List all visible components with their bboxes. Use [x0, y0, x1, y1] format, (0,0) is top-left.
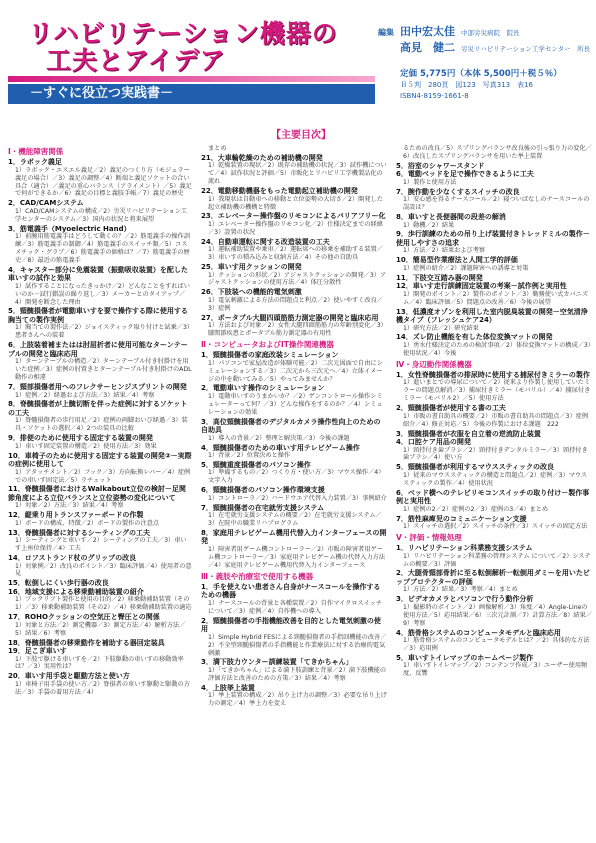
toc-subitems: 1）車いす固定装置の構造／2）使用方法／3）効果 — [15, 442, 157, 450]
toc-subitems: 1）スイッチの選択／2）スイッチの条件／3）スイッチの固定方法 — [403, 523, 588, 531]
toc-chapter: 22．電動移動機器をもった電動起立補助機の開発 — [201, 187, 358, 196]
toc-columns — [8, 145, 592, 841]
toc-chapter: 25．車いす用クッションの開発 — [201, 263, 302, 272]
toc-subitems: 1）エレベーター操作盤のリモコン化／2）仕様決定までの経緯／3）設置の状況 — [208, 220, 383, 236]
toc-subitems: 1）方法／2）結果／3）考察／4）まとめ — [403, 586, 518, 594]
toc-subitems: 1）コントローラ／2）ハードウエア代替入力装置／3）事例紹介 — [208, 494, 387, 502]
toc-chapter: 2．頸髄損傷者の手指機能改善を目的とした電気刺激の使用 — [201, 616, 381, 634]
toc-subitems: 1）頸持付き歯ブラシ／2）頸持付きデンタルミラー／3）頸持付き歯ブラシ／4）使い方 — [403, 446, 588, 462]
toc-column-2 — [201, 145, 387, 709]
toc-subitems: 1）「てきかちゃん」による満下肢訓練と背景／2）満下肢機能の評価方法と改善のための方策／3）結果／4）考察 — [208, 666, 387, 682]
toc-subitems: まとめ — [208, 145, 227, 152]
toc-chapter: 3．筋電義手（Myoelectric Hand） — [8, 224, 131, 233]
toc-chapter: 2．CAD/CAMシステム — [8, 199, 84, 208]
toc-subitems: 1）ラボック・エスエル義足／2）義足のつくり方（モジュラー義足の場合）／3）義足の調整／4）断端と義足ソケットの合い具合（適合）／義足の重心バランス（アライメント）／5）義足で何ができるか／6）義足の目標と義肢手帳／7）義足の歴史 — [15, 166, 192, 198]
toc-chapter: 5．頸髄損傷者が利用するマウススティックの改良 — [396, 463, 554, 472]
toc-subitems: 1）準備するもの／2）つくり方・使い方／3）マウス操作／4）文字入力 — [208, 469, 385, 485]
header — [0, 0, 596, 128]
toc-chapter: 16．地域支援による移乗動補助装置の紹介 — [8, 587, 144, 596]
toc-section-heading: Ⅰ・機能障害関係 — [8, 147, 64, 156]
toc-chapter: 23．エレベーター操作盤のリモコンによるバリアフリー化 — [201, 212, 386, 221]
toc-subitems: 1）開発のポイント／2）製作のポイント／3）勤務使い式カバニズム／4）臨床評価／5）問題点の改善／6）今後の展望 — [403, 290, 589, 306]
toc-chapter: 5．浴室のシャワースタンド — [396, 161, 485, 170]
toc-subitems: 1）撮影時のポイント／2）画像解析／3）角度／4）Angle-Lineの使用方法／5）応用結果／6）三次元計測／7）計算方法／8）結果／9）考察 — [403, 603, 592, 627]
toc-chapter: 17．ROHOクッションの空気圧と臀圧との関係 — [8, 613, 160, 622]
toc-subitems: るための改良／5）スプリングバランサ改良後の引っ張り力の変化／6）改良したスプリングバランサを用いた挙上装置 — [403, 145, 592, 160]
toc-subitems: 1）我現状は自動車への移動と立位姿勢の大切さ／2）開発した起立補助機の機構と特徴 — [208, 195, 383, 211]
editor-row-2 — [378, 42, 590, 55]
toc-section-heading: Ⅱ・コンピュータおよびIT操作関連機器 — [201, 340, 334, 349]
toc-subitems: 1）胸当ての製作法／2）ジョイスティック取り付けと試乗／3）患者さんへの装着 — [15, 324, 190, 340]
toc-section-heading: Ⅴ・評価・情報処理 — [396, 532, 462, 542]
toc-subitems: 1）従来のマウススティックの構造と問題点／2）症例／3）マウススティックの製作／4）使用状況 — [403, 471, 588, 487]
toc-chapter: 2．電動車いす操作のシミュレーション — [201, 384, 325, 393]
toc-subitems: 1）リハビリテーション科業務の管理システム について／2）システムの概要／3）評価 — [403, 552, 591, 568]
toc-chapter: 7．筋性麻痺児のコミュニケーション支援 — [396, 514, 527, 523]
toc-chapter: 8．脊髄損傷者が上髄切断を伴った症例に対するソケットの工夫 — [8, 400, 188, 417]
toc-chapter: 5．車いすトイレマップのホームページ製作 — [396, 653, 534, 662]
toc-subitems: 1）運転補助装置や乗車／2）運転席への移乗を補助する装置／3）車いすの積み込みと収納方法／4）その他の自助具 — [208, 246, 383, 262]
toc-subitems: 1）筋骨格システムのコンピュータモデルとは？／2）具体的な方法／3）応用例 — [403, 637, 590, 652]
toc-subitems: 1）クッションの形状／2）アジャストクッションの開発／3）アジャストクッションの使用方法／4）体圧分散性 — [208, 271, 387, 287]
toc-subitems: 1）乾燥装置の現状／2）既存の補助機の状況／3）試作機について／4）試作状況と評価／5）市販化とリハビリ工学機製品化の流れ — [208, 162, 387, 186]
toc-subitems: 1）挙上装置の構成／2）吊り上げ力の調整／3）必要な吊り上げ力の測定／4）挙上力を変え — [208, 692, 387, 708]
toc-subitems: 1）対象／2）方法／3）結果／4）考察 — [15, 502, 124, 510]
toc-chapter: 3．高位頸髄損傷者のデジタルカメラ操作性向上のための自助具 — [201, 417, 381, 435]
book-meta — [378, 26, 590, 102]
toc-heading: 【主要目次】 — [271, 130, 331, 141]
toc-chapter: 12．縦乗り用トランスファーボードの作製 — [8, 511, 144, 520]
toc-subitems: 1）方法／2）結果および考察 — [403, 247, 486, 255]
toc-chapter: 2．頸髄損傷者が使用する書の工夫 — [396, 404, 506, 413]
toc-chapter: 7．頸髄損傷者の在宅就労支援システム — [201, 503, 325, 512]
toc-section-heading: Ⅲ・義肢や治療室で使用する機器 — [201, 571, 314, 581]
toc-chapter: 6．ベッド横へのテレビリモコンスイッチの取り付け－製作事例と実用性 — [396, 488, 590, 506]
toc-subitems: 1）方法および対象／2）女性大腿四頭筋筋力の年齢別変化／3）膝関節疾患とポータブル筋力測定器の有用性 — [208, 322, 387, 338]
toc-chapter: 3．満下肢力ウンター訓練装置「てきかちゃん」 — [201, 658, 353, 667]
toc-column-3 — [396, 145, 592, 679]
toc-chapter: 4．頸髄損傷者のための車いす用テレビゲーム操作 — [201, 443, 360, 452]
toc-subitems: 1）製作と使用方法 — [403, 178, 457, 186]
toc-chapter: 9．排便のために使用する固定する装置の開発 — [8, 434, 153, 443]
toc-chapter: 4．口腔ケア用品の開発 — [396, 438, 471, 447]
editor-name: 田中宏太佳 — [400, 25, 455, 38]
toc-chapter: 13．脊髄損傷者に対するシーティングの工夫 — [8, 528, 151, 537]
toc-chapter: 19．足こぎ車いす — [8, 647, 67, 656]
title-line-2: 工夫とアイデア — [46, 46, 226, 75]
toc-subitems: 1）CAD/CAMシステムの構成／2）労災リハビリテーション工学センターのシステム／3）国内の状況と将来展望 — [15, 207, 188, 223]
toc-subitems: 1）ボードの構成、特徴／2）ボードの製作の注意点 — [15, 519, 159, 527]
toc-subitems: 1）Simple Hybrid FESによる頸髄損傷者の手指回機能の改善／2）不全型頸髄損傷者の手指機能と作業療法に対する治療的電気刺激 — [208, 633, 387, 657]
toc-chapter: 7．頸部損傷者用へのフレクサーヒンジスプリントの開発 — [8, 383, 187, 392]
toc-section-heading: Ⅳ・身辺動作関係機器 — [396, 359, 472, 369]
title-decoration — [8, 76, 375, 82]
toc-chapter: 6．上肢装着補またはは肘屈折者に使用可能なターンテーブルの開発と臨床応用 — [8, 341, 188, 358]
toc-chapter: 27．ポータブル大腿四頭筋筋力測定器の開発と臨床応用 — [201, 313, 379, 322]
toc-subitems: 1）ターンテーブルの構造／2）ターンテーブル付き肘掛けを用いた症例／3）症例の肘置きとターンテーブル付き肘掛けのADL動作の相違 — [15, 358, 192, 382]
toc-chapter: 18．脊髄損傷者の移乗動作を補助する器回定装具 — [8, 638, 165, 647]
toc-chapter: 10．簡易型作業療法と人間工学的評価 — [396, 256, 518, 265]
toc-chapter: 6．頸髄損傷者のパソコン操作環境支援 — [201, 486, 325, 495]
toc-subitems: 1）症例の紹介／2）課題障害への誘導と対策 — [403, 264, 529, 272]
toc-subitems: 1）市販の書自助具の概要／2）市販の書自助具の問題点／3）症例紹介／4）修正対応／5）今後の作製における課題 222 — [403, 412, 589, 428]
toc-chapter: 12．車いす走行訓練固定装置の考案－試作例と実用性 — [396, 282, 567, 291]
toc-subitems: 1）車いすトイレマップ／2）コンテンツ作成／3）ユーザー使用頻度、反響 — [403, 662, 588, 678]
toc-subitems: 1）背景／2）位置決めと操作 — [208, 452, 291, 460]
toc-chapter: 14．ロフストランド杖のグリップの改良 — [8, 554, 137, 563]
toc-chapter: 8．家庭用テレビゲーム機用代替入力インターフェースの開発 — [201, 528, 387, 546]
toc-chapter: 11．下肢交互踏み器の開発 — [396, 273, 483, 282]
toc-subitems: 1）導入の背景／2）整理と解決策／3）今後の課題 — [208, 434, 350, 442]
toc-subitems: 1）車椅子用手袋の使い方／2）脊損者の車いす駆動と駆動の方法／3）手袋の着用方法／4） — [15, 680, 190, 696]
toc-chapter: 21．大車輪乾燥のための補助機の開発 — [201, 153, 323, 162]
toc-chapter: 6．電動ベッドを足で操作できるように工夫 — [396, 170, 534, 179]
toc-subitems: 1）電動車いすのうまかいか？／2）ゲンコントロール操作シミュレーターって何？／3）どんな操作をするのか？／4）シミュレーションの効果 — [208, 392, 383, 416]
toc-chapter: 14．ズレ防止機能を有した体位変換マットの開発 — [396, 333, 553, 342]
toc-subitems: 1）脊髄損傷者の歩行用足／2）症例の両脚おいび経過／3）装具・ソケットの選択／4）2つの装具の比較 — [15, 417, 188, 433]
editor-label: 編集 — [378, 28, 394, 37]
toc-chapter: 15．転倒しにくい歩行器の改良 — [8, 579, 109, 588]
editor-row-1 — [378, 26, 590, 39]
toc-subitems: 1）勇水仕様決定のための検討事項／2）体位変換マットの構成／3）使用状況／4）今後 — [403, 341, 591, 357]
toc-chapter: 10．車椅子のために使用する固定する装置の開発②－実際の症例に使用して — [8, 451, 192, 469]
toc-chapter: 5．頸髄重度損傷者のパソコン操作 — [201, 460, 311, 469]
toc-chapter: 1．頸髄損傷者の家庭改装シミュレーション — [201, 351, 339, 360]
toc-subitems: 1）障害者用ゲーム機コントローラー／2）市販の障害者用ゲーム機コントローラー／3）家庭用テレビゲーム機の代替入力方法／4）家庭用テレビゲーム機用代替入力インターフェース — [208, 545, 386, 569]
toc-chapter: 4．キャスター部分に免震装置（振動吸収装置）を配した車いすの試作と効果 — [8, 265, 188, 283]
toc-chapter: 1．女性脊髄損傷者の排尿時に使用する捕尿付きミラーの製作 — [396, 370, 590, 379]
toc-chapter: 13．低濃度オゾンを利用した室内脱臭装置の開発－空気清浄機タイプ（フレッシュケア24） — [396, 307, 588, 325]
toc-subitems: 1）在宅就労支援システムの概要／2）在宅就労支援システム／3）在院中の職業リハプログラム — [208, 512, 382, 528]
toc-subitems: 1）電気刺激による方法の問題点と利点／2）使いやすく改良／3）症例 — [208, 296, 383, 312]
toc-chapter: 20．車いす用手袋と駆動方法と使い方 — [8, 672, 130, 681]
toc-subitems: 1）試作することになったきっかけ／2）どんなことをすればいいのか－試行錯誤の繰り返し／3）メーカーとのタイアップ／4）開発を断念した理由 — [15, 282, 190, 306]
toc-subitems: 1）アタッチメント／2）フック／3）方向転換レバー／4）症例での車いす固定法／5）ラチェット — [15, 468, 191, 484]
toc-chapter: 8．車いすと長便器間の段差の解消 — [396, 213, 506, 222]
toc-chapter: 7．腕作動を少なくするスイッチの改良 — [396, 187, 520, 196]
toc-chapter: 3．頸髄損傷者が衣服を自立着の逆流防止装置 — [396, 429, 541, 438]
isbn: ISBN4-8159-1661-8 — [400, 92, 469, 100]
toc-chapter: 26．下肢装への機能的電気刺激 — [201, 288, 302, 297]
toc-subitems: 1）ブックリフト製作と使用の目的／2）移乗動補助装置（その1）／3）移乗動補助装置（その2）／4）移乗動補助装置の適応 — [15, 596, 192, 612]
toc-subitems: 1）症例／2）経過および方法／3）結果／4）考察 — [15, 391, 155, 399]
toc-column-1 — [8, 145, 192, 698]
editor-affiliation: 労災リハビリテーション工学センター 所長 — [461, 45, 591, 53]
toc-subitems: 1）ナースコールの背景と各種装置／2）自作マイクロスイッチについて／3）症例／4）自作機への導入 — [208, 599, 383, 615]
toc-subitems: 1）対象と方法／2）測定機器／3）測定方法／4）解析方法／5）結果／6）考察 — [15, 621, 186, 637]
book-title — [28, 20, 373, 76]
toc-chapter: 9．歩行訓練のための吊り上げ装置付きトレッドミルの製作－使用しやすさの追求 — [396, 230, 590, 247]
toc-subitems: 1）進いまとでの導尿について／2）従来より作製し使用していたミラーの問題点解消／3）捕尿付きミラー（モバリル）／4）捕尿付きミラー（モバリル2）／5）使用方法 — [403, 379, 591, 403]
toc-chapter: 3．ビデオカメラとパソコンで行う動作分析 — [396, 595, 534, 604]
toc-chapter: 1．ラボック義足 — [8, 158, 62, 167]
toc-chapter: 1．リハビリテーション科業務支援システム — [396, 544, 533, 553]
toc-chapter: 4．筋骨格システムのコンピュータモデルと臨床応用 — [396, 628, 561, 637]
toc-subitems: 1）パソコンで家屋改造が体験可能／2）二次元図面で自由にシミュレーションする／3）二次元から三次元へ／4）立体イメージの中を動いてみる／5）やってみませんか？ — [208, 359, 383, 383]
book-spec: Ｂ５判 280頁 図123 写真313 表16 — [400, 81, 533, 89]
editor-name: 高見 健二 — [400, 41, 455, 54]
toc-chapter: 24．自動車運転に関する改造装置の工夫 — [201, 237, 330, 246]
toc-chapter: 1．手を使えない患者さん自身がナースコールを操作するための機器 — [201, 582, 381, 600]
toc-subitems: 1）安心感を得るナースコール／2）寝ついばなしのナースコールの誤設は？ — [403, 196, 590, 212]
editor-affiliation: 中部労災病院 院長 — [461, 29, 520, 37]
toc-subitems: 1）シーティングと車いす／2）シーティングの工夫／3）車いす上座位保持／4）工夫 — [15, 537, 187, 553]
toc-chapter: 4．上肢挙上装置 — [201, 683, 255, 692]
subtitle-bar: －すぐに役立つ実践書－ — [8, 84, 375, 104]
toc-subitems: 1）研究方法／2）研究結果 — [403, 324, 479, 332]
price: 定価 5,775円（本体 5,500円＋税５％） — [400, 69, 562, 79]
toc-subitems: 1）症例の2／2）症例の2／3）症例の3／4）まとめ — [403, 505, 549, 513]
toc-subitems: 1）下肢で駆ける車いすを／2）下肢駆動の車いすの移動効率は？／3）実用性は？ — [15, 655, 184, 671]
toc-chapter: 5．頸髄損傷者が電動車いすを要で操作する際に使用する胸当ての製作実例 — [8, 307, 188, 324]
toc-chapter: 2．大腿骨頸部骨折に至る転倒解析一転倒用ダミーを用いたビップブロテクターの評価 — [396, 569, 590, 586]
toc-chapter: 11．脊髄損傷者におけるWalkabout立位の検討－足関節角度による立位バランスと立位姿勢の変化について — [8, 485, 186, 502]
toc-subitems: 1）前腕用筋電義手はどうして動くの？／2）筋電義手の操作訓練／3）筋電義手の制御／4）筋電義手のスイッチ類／5）コスメチック・グラブ／6）筋電義手の価格は？／7）筋電義手の歴史／8）最近の筋電義手 — [15, 233, 190, 264]
toc-subitems: 1）対象例／2）改良のポイント／3）臨床評価／4）使用者の意見 — [15, 562, 192, 578]
toc-subitems: 1）動機／2）結果 — [403, 221, 455, 229]
title-line-1: リハビリテーション機器の — [28, 19, 338, 48]
